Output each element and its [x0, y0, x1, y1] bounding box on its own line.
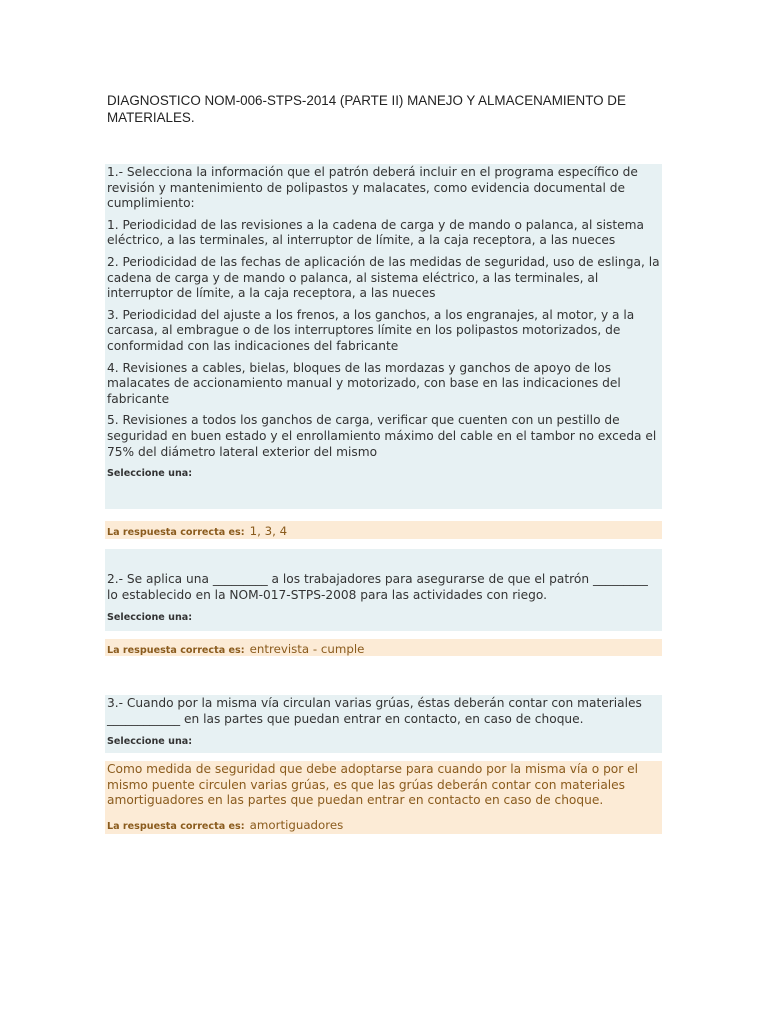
document-title: DIAGNOSTICO NOM-006-STPS-2014 (PARTE II) MANEJO Y ALMACENAMIENTO DE MATERIALES. — [107, 93, 626, 125]
question-1-option-2: 2. Periodicidad de las fechas de aplicación de las medidas de seguridad, uso de eslinga, la cadena de carga y de mando o palanca, al sistema eléctrico, a las terminales, al interruptor de límite, a la caja receptora, a las nueces — [107, 254, 660, 301]
question-1-answer — [107, 521, 660, 542]
question-2-select-label: Seleccione una: — [107, 612, 193, 624]
question-3-feedback: Como medida de seguridad que debe adoptarse para cuando por la misma vía o por el mismo puente circulen varias grúas, es que las grúas deberán contar con materiales amortiguadores en las partes que puedan entrar en contacto en caso de choque. — [107, 762, 639, 808]
question-1-text: 1.- Selecciona la información que el patrón deberá incluir en el programa específico de revisión y mantenimiento de polipastos y malacates, como evidencia documental de cumplimiento: — [107, 165, 638, 211]
question-1-select-label: Seleccione una: — [107, 468, 193, 480]
question-2-answer — [107, 639, 660, 659]
question-1-option-5: 5. Revisiones a todos los ganchos de carga, verificar que cuenten con un pestillo de seguridad en buen estado y el enrollamiento máximo del cable en el tambor no exceda el 75% del diámetro lateral exterior del mismo — [107, 413, 657, 459]
answer-value: amortiguadores — [249, 817, 344, 832]
answer-label: La respuesta correcta es: — [107, 645, 245, 656]
question-1-box — [105, 164, 662, 509]
question-1-option-3: 3. Periodicidad del ajuste a los frenos, a los ganchos, a los engranajes, al motor, y a la carcasa, al embrague o de los interruptores límite en los polipastos motorizados, de conformidad con las indicaciones del fabricante — [107, 307, 635, 353]
question-3-text: 3.- Cuando por la misma vía circulan varias grúas, éstas deberán contar con materiales ____________ en las partes que puedan entrar en contacto, en caso de choque. — [107, 696, 642, 726]
question-2-box — [105, 549, 662, 631]
question-3-feedback-box — [105, 761, 662, 834]
answer-label: La respuesta correcta es: — [107, 527, 245, 538]
answer-value: 1, 3, 4 — [249, 524, 288, 538]
answer-label: La respuesta correcta es: — [107, 820, 245, 832]
question-1-option-1: 1. Periodicidad de las revisiones a la cadena de carga y de mando o palanca, al sistema eléctrico, a las terminales, al interruptor de límite, a la caja receptora, a las nueces — [107, 217, 644, 248]
question-1-answer-box — [105, 521, 662, 539]
answer-value: entrevista - cumple — [249, 642, 365, 656]
question-1-option-4: 4. Revisiones a cables, bielas, bloques de las mordazas y ganchos de apoyo de los malacates de accionamiento manual y motorizado, con base en las indicaciones del fabricante — [107, 360, 621, 406]
question-2-answer-box — [105, 639, 662, 656]
question-3-box — [105, 695, 662, 753]
question-3-select-label: Seleccione una: — [107, 736, 193, 748]
question-3-answer — [107, 816, 660, 834]
question-2-text: 2.- Se aplica una _________ a los trabajadores para asegurarse de que el patrón _________ lo establecido en la NOM-017-STPS-2008 para las actividades con riego. — [107, 572, 648, 602]
